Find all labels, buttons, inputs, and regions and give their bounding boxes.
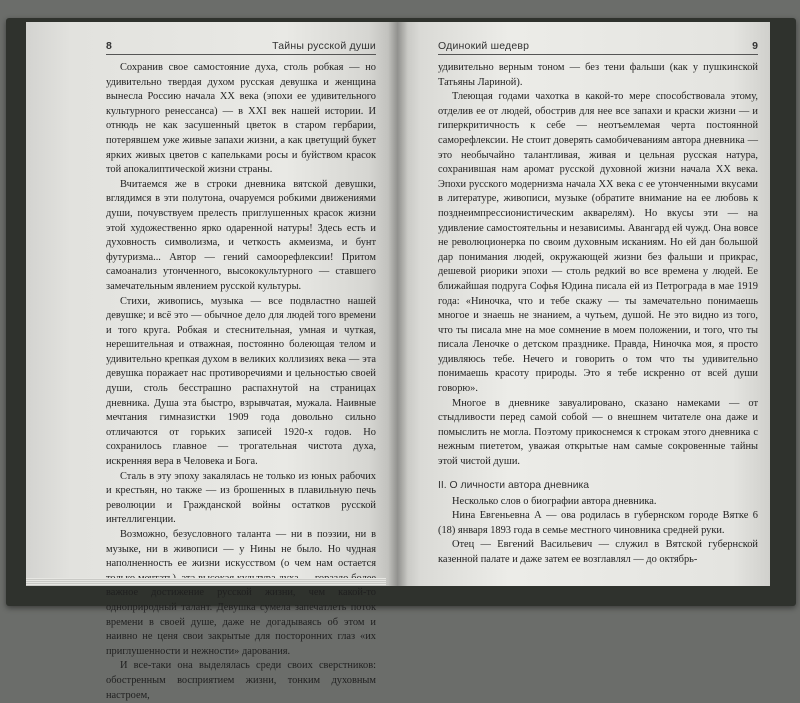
paragraph: Несколько слов о биографии автора дневника.	[452, 495, 657, 507]
paragraph: Вчитаемся же в строки дневника вятской девушки, вглядимся в эти полутона, очаруемся робкими движениями души, почувствуем прелесть приглушенных красок жизни этой художественно ярко одаренной натуры! Здесь есть и духовность символизма, и четкость акмеизма, и бунт футуризма... Автор — гений самоорефлексии! Притом самоанализ утонченного, высококультурного — ставшего замечательным явлением русской культуры.	[106, 178, 376, 292]
page-edges	[26, 578, 386, 586]
paragraph: Стихи, живопись, музыка — все подвластно нашей девушке; и всё это — обычное дело для людей того времени и того круга. Робкая и стеснительная, умная и чуткая, нерешительная и отважная, постоянно болеющая телом и удивительно крепкая духом в великих коллизиях века — эта девушка поражает нас противоречиями и цельностью своей души, столь бесстрашно распахнутой на страницах дневника. Душа эта быстро, взрывчатая, мужала. Наивные мечтания гимназистки 1909 года довольно сильно отличаются от горьких записей 1920-х годов. Но сохранилось главное — трогательная чистота духа, искренняя вера в Человека и Бога.	[106, 295, 376, 468]
right-page	[398, 22, 770, 586]
left-running-title: Тайны русской души	[272, 40, 376, 52]
paragraph: Возможно, безусловного таланта — ни в поэзии, ни в музыке, ни в живописи — у Нины не было. Но чудная наполненность ее жизни искусством (о чем нам остается важное достижение русской жизни, чем какой-то одноприродный талант. Девушка сумела запечатлеть поток времени в своей душе, даже не догадываясь об этом и наивно не ценя свои закрытые для посторонних глаз «их приглушенности и нежности» дарования.	[106, 529, 376, 657]
right-page-text	[438, 61, 758, 568]
right-page-number: 9	[752, 40, 758, 52]
paragraph: Сохранив свое самостояние духа, столь робкая — но удивительно твердая духом русская девушка и женщина вынесла Россию начала XX века (эпохи ее удивительного культурного ренессанса) — в XXI век нашей истории. И отнюдь не как засушенный цветок в старом гербарии, потерявшем уже живые запахи жизни, а как цветущий букет ярких живых цветов с капельками росы и буйством красок той апокалиптической жизни страны.	[106, 62, 376, 176]
left-page-number: 8	[106, 40, 112, 52]
paragraph: Многое в дневнике завуалировано, сказано намеками — от стыдливости перед самой собой — о внешнем читателе она даже и помыслить не могла. Поэтому прикоснемся к строкам этого дневника с нежным пиететом, уважая открытые нам самые сокровенные тайны этой чистой души.	[438, 397, 758, 468]
right-running-head	[438, 40, 758, 55]
paragraph: удивительно верным тоном — без тени фальши (как у пушкинской Татьяны Лариной).	[438, 62, 758, 88]
paragraph: Сталь в эту эпоху закалялась не только из юных рабочих и крестьян, но также — из брошенных в плавильную печь революции и Гражданской войны остатков русской интеллигенции.	[106, 470, 376, 526]
paragraph: Тлеющая годами чахотка в какой-то мере способствовала этому, отделив ее от людей, обострив для нее все запахи и краски жизни — и гиперкритичность к себе — неотъемлемая черта постоянной саморефлексии. Не стоит доверять самобичеваниям автора дневника — это необычайно талантливая, живая и цельная русская натура, сохранившая нам аромат русской духовной жизни начала XX века. Эпохи русского модернизма начала XX века с ее утонченными вкусами в литературе, живописи, музыке (обратите внимание на ее любовь к позднеимпрессионистическим акварелям). Но вкусы эти — на удивление самостоятельны и независимы. Авангард ей чужд. Она вовсе не революционерка по своим духовным исканиям. Но ей дан большой дар понимания людей, окружающей жизни без фальши и прикрас, дешевой риорики эпохи — столь редкий во все времена у людей. Ее ближайшая подруга Софья Юдина писала ей из Петрограда в мае 1919 года: «Ниночка, что и тебе скажу — ты замечательно понимаешь многое и знаешь не знанием, а чутьем, душой. Не это видно из того, что ты писала мне на мое сомнение в моем положении, и того, что ты писала Леночке о детском празднике. Правда, Ниночка моя, я просто удивляюсь тебе. Нечего и говорить о том что ты удивительно понимаешь красоту природы. Это я тебе искренно от всей души говорю».	[438, 91, 758, 395]
left-running-head	[106, 40, 376, 55]
paragraph: Отец — Евгений Васильевич — служил в Вятской губернской казенной палате и даже затем ее возглавлял — до октябрь-	[438, 539, 758, 565]
paragraph: И все-таки она выделялась среди своих сверстников: обостренным восприятием жизни, тонким духовным настроем,	[106, 660, 376, 701]
paragraph: Нина Евгеньевна А — ова родилась в губернском городе Вятке 6 (18) января 1893 года в семье местного чиновника средней руки.	[438, 510, 758, 536]
left-page-text	[106, 61, 376, 703]
section-heading: II. О личности автора дневника	[438, 479, 590, 491]
book-gutter	[388, 22, 408, 586]
right-running-title: Одинокий шедевр	[438, 40, 530, 52]
left-page	[26, 22, 398, 701]
